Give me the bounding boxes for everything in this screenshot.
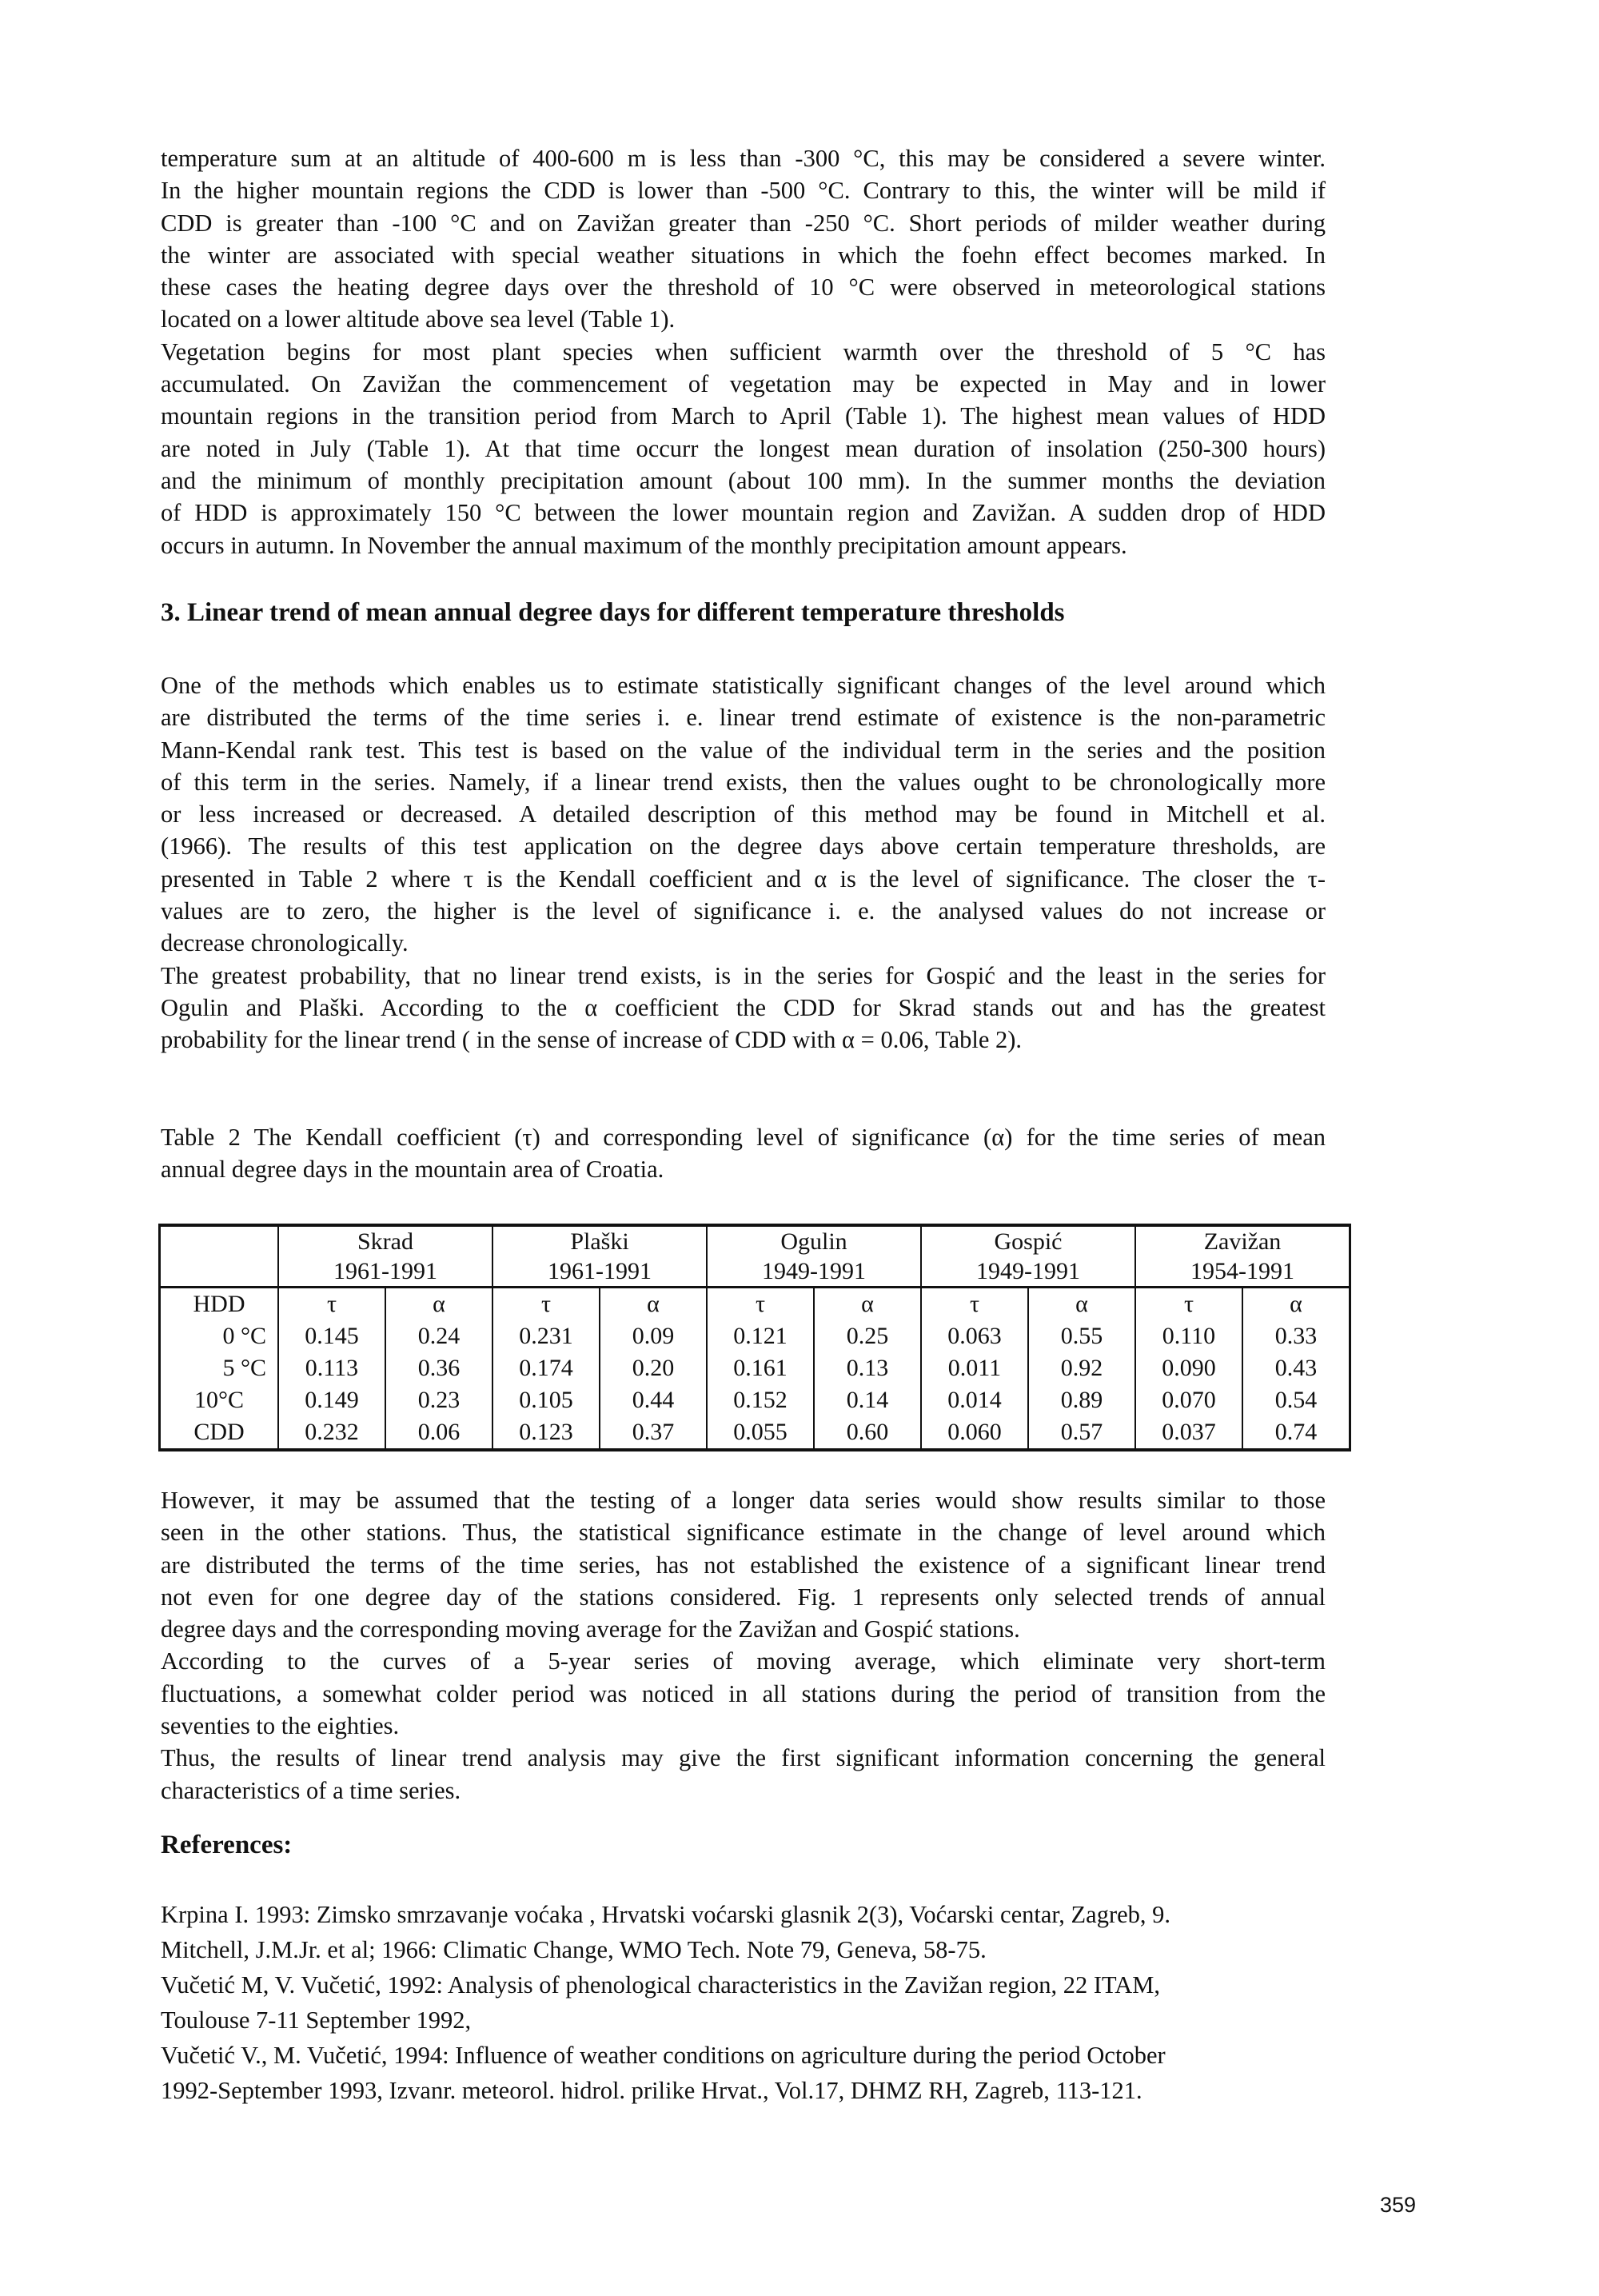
text-line: mountain regions in the transition period from March to April (Table 1). The highest mean values of HDD: [161, 402, 1326, 430]
station-name: Plaški: [492, 1225, 707, 1256]
tau-value: 0.145: [278, 1320, 385, 1352]
station-period: 1961-1991: [278, 1256, 492, 1288]
alpha-value: 0.57: [1028, 1416, 1135, 1450]
alpha-header: α: [600, 1288, 707, 1321]
text-line: and the minimum of monthly precipitation amount (about 100 mm). In the summer months the deviation: [161, 466, 1326, 494]
text-line: seen in the other stations. Thus, the statistical significance estimate in the change of level around which: [161, 1519, 1326, 1547]
references-list: [161, 1897, 1326, 2108]
station-name: Ogulin: [707, 1225, 921, 1256]
station-name: Gospić: [921, 1225, 1135, 1256]
page-number: 359: [1380, 2193, 1417, 2217]
tau-header: τ: [492, 1288, 600, 1321]
reference-line: Krpina I. 1993: Zimsko smrzavanje voćaka , Hrvatski voćarski glasnik 2(3), Voćarski centar, Zagreb, 9.: [161, 1901, 1171, 1928]
alpha-value: 0.33: [1242, 1320, 1350, 1352]
tau-value: 0.090: [1135, 1352, 1242, 1384]
text-line: presented in Table 2 where τ is the Kendall coefficient and α is the level of significance. The closer the τ-: [161, 864, 1326, 892]
tau-value: 0.174: [492, 1352, 600, 1384]
tau-value: 0.063: [921, 1320, 1028, 1352]
alpha-value: 0.60: [814, 1416, 921, 1450]
text-line: The greatest probability, that no linear trend exists, is in the series for Gospić and the least in the series for: [161, 961, 1326, 989]
text-line: Ogulin and Plaški. According to the α coefficient the CDD for Skrad stands out and has the greatest: [161, 993, 1326, 1021]
alpha-value: 0.14: [814, 1384, 921, 1416]
text-line: occurs in autumn. In November the annual maximum of the monthly precipitation amount appears.: [161, 531, 1127, 559]
tau-header: τ: [1135, 1288, 1242, 1321]
row-label: CDD: [193, 1419, 245, 1445]
tau-value: 0.161: [707, 1352, 814, 1384]
text-line: accumulated. On Zavižan the commencement of vegetation may be expected in May and in lower: [161, 370, 1326, 398]
text-line: One of the methods which enables us to estimate statistically significant changes of the level around which: [161, 672, 1326, 699]
corner-cell: [160, 1225, 279, 1288]
paragraphs-bottom: [161, 1484, 1326, 1807]
text-line: Thus, the results of linear trend analysis may give the first significant information concerning the general: [161, 1744, 1326, 1772]
tau-value: 0.231: [492, 1320, 600, 1352]
alpha-value: 0.06: [385, 1416, 492, 1450]
station-period: 1961-1991: [492, 1256, 707, 1288]
alpha-value: 0.37: [600, 1416, 707, 1450]
tau-value: 0.110: [1135, 1320, 1242, 1352]
tau-value: 0.105: [492, 1384, 600, 1416]
alpha-value: 0.89: [1028, 1384, 1135, 1416]
tau-value: 0.011: [921, 1352, 1028, 1384]
alpha-value: 0.36: [385, 1352, 492, 1384]
reference-line: Toulouse 7-11 September 1992,: [161, 2007, 472, 2034]
text-line: decrease chronologically.: [161, 929, 409, 957]
alpha-header: α: [385, 1288, 492, 1321]
alpha-value: 0.44: [600, 1384, 707, 1416]
station-name: Zavižan: [1135, 1225, 1350, 1256]
text-line: fluctuations, a somewhat colder period was noticed in all stations during the period of transition from the: [161, 1679, 1326, 1707]
table-row: [160, 1320, 1350, 1352]
alpha-value: 0.24: [385, 1320, 492, 1352]
text-line: characteristics of a time series.: [161, 1776, 461, 1804]
reference-line: Vučetić V., M. Vučetić, 1994: Influence of weather conditions on agriculture during the period October: [161, 2042, 1166, 2069]
text-line: are distributed the terms of the time series i. e. linear trend estimate of existence is the non-parametric: [161, 704, 1326, 732]
alpha-value: 0.20: [600, 1352, 707, 1384]
text-line: located on a lower altitude above sea level (Table 1).: [161, 305, 676, 333]
table-row: [160, 1352, 1350, 1384]
table-row: [160, 1384, 1350, 1416]
text-line: In the higher mountain regions the CDD is lower than -500 °C. Contrary to this, the winter will be mild if: [161, 177, 1326, 205]
alpha-value: 0.74: [1242, 1416, 1350, 1450]
reference-line: Vučetić M, V. Vučetić, 1992: Analysis of phenological characteristics in the Zavižan region, 22 ITAM,: [161, 1971, 1161, 1999]
tau-value: 0.123: [492, 1416, 600, 1450]
station-period: 1954-1991: [1135, 1256, 1350, 1288]
section-heading: 3. Linear trend of mean annual degree days for different temperature thresholds: [161, 598, 1065, 627]
text-line: Mann-Kendal rank test. This test is based on the value of the individual term in the series and the position: [161, 736, 1326, 764]
row-label: 0 °C: [222, 1323, 266, 1349]
text-line: values are to zero, the higher is the level of significance i. e. the analysed values do not increase or: [161, 897, 1326, 925]
text-line: (1966). The results of this test application on the degree days above certain temperature thresholds, are: [161, 833, 1326, 861]
table-row: [160, 1416, 1350, 1450]
tau-value: 0.060: [921, 1416, 1028, 1450]
text-line: However, it may be assumed that the testing of a longer data series would show results similar to those: [161, 1487, 1326, 1514]
text-line: these cases the heating degree days over the threshold of 10 °C were observed in meteorological stations: [161, 274, 1326, 301]
text-line: of this term in the series. Namely, if a linear trend exists, then the values ought to be chronologically more: [161, 768, 1326, 796]
tau-value: 0.121: [707, 1320, 814, 1352]
tau-value: 0.070: [1135, 1384, 1242, 1416]
kendall-table: [158, 1224, 1351, 1451]
alpha-value: 0.55: [1028, 1320, 1135, 1352]
row-label: 10°C: [193, 1387, 244, 1413]
text-line: the winter are associated with special weather situations in which the foehn effect becomes marked. In: [161, 241, 1326, 269]
tau-header: τ: [707, 1288, 814, 1321]
text-line: temperature sum at an altitude of 400-600 m is less than -300 °C, this may be considered a severe winter.: [161, 145, 1326, 172]
text-line: degree days and the corresponding moving average for the Zavižan and Gospić stations.: [161, 1615, 1020, 1643]
text-line: are distributed the terms of the time series, has not established the existence of a significant linear trend: [161, 1551, 1326, 1579]
tau-header: τ: [278, 1288, 385, 1321]
reference-line: Mitchell, J.M.Jr. et al; 1966: Climatic Change, WMO Tech. Note 79, Geneva, 58-75.: [161, 1936, 987, 1963]
text-line: Table 2 The Kendall coefficient (τ) and corresponding level of significance (α) for the time series of mean: [161, 1124, 1326, 1151]
table-caption: [161, 1121, 1326, 1186]
alpha-header: α: [1242, 1288, 1350, 1321]
station-name: Skrad: [278, 1225, 492, 1256]
text-line: not even for one degree day of the stations considered. Fig. 1 represents only selected trends of annual: [161, 1583, 1326, 1611]
row-label: 5 °C: [222, 1355, 266, 1381]
paragraphs-mid: [161, 669, 1326, 1056]
text-line: seventies to the eighties.: [161, 1712, 400, 1740]
text-line: CDD is greater than -100 °C and on Zavižan greater than -250 °C. Short periods of milder weather during: [161, 209, 1326, 237]
tau-value: 0.149: [278, 1384, 385, 1416]
tau-value: 0.232: [278, 1416, 385, 1450]
paragraphs-top: [161, 142, 1326, 561]
tau-value: 0.152: [707, 1384, 814, 1416]
tau-value: 0.037: [1135, 1416, 1242, 1450]
tau-value: 0.113: [278, 1352, 385, 1384]
alpha-value: 0.92: [1028, 1352, 1135, 1384]
alpha-header: α: [1028, 1288, 1135, 1321]
text-line: According to the curves of a 5-year series of moving average, which eliminate very short-term: [161, 1647, 1326, 1675]
alpha-value: 0.09: [600, 1320, 707, 1352]
text-line: probability for the linear trend ( in the sense of increase of CDD with α = 0.06, Table 2).: [161, 1026, 1023, 1054]
text-line: Vegetation begins for most plant species when sufficient warmth over the threshold of 5 °C has: [161, 337, 1326, 365]
alpha-value: 0.54: [1242, 1384, 1350, 1416]
station-period: 1949-1991: [707, 1256, 921, 1288]
alpha-value: 0.23: [385, 1384, 492, 1416]
tau-value: 0.055: [707, 1416, 814, 1450]
reference-line: 1992-September 1993, Izvanr. meteorol. hidrol. prilike Hrvat., Vol.17, DHMZ RH, Zagreb, 113-121.: [161, 2077, 1142, 2104]
text-line: are noted in July (Table 1). At that time occurr the longest mean duration of insolation (250-300 hours): [161, 434, 1326, 462]
references-heading: References:: [161, 1831, 293, 1859]
station-period: 1949-1991: [921, 1256, 1135, 1288]
alpha-header: α: [814, 1288, 921, 1321]
alpha-value: 0.13: [814, 1352, 921, 1384]
alpha-value: 0.43: [1242, 1352, 1350, 1384]
text-line: or less increased or decreased. A detailed description of this method may be found in Mitchell et al.: [161, 801, 1326, 829]
tau-value: 0.014: [921, 1384, 1028, 1416]
alpha-value: 0.25: [814, 1320, 921, 1352]
row-header: HDD: [193, 1291, 245, 1317]
text-line: annual degree days in the mountain area of Croatia.: [161, 1156, 664, 1184]
tau-header: τ: [921, 1288, 1028, 1321]
text-line: of HDD is approximately 150 °C between the lower mountain region and Zavižan. A sudden drop of HDD: [161, 499, 1326, 527]
